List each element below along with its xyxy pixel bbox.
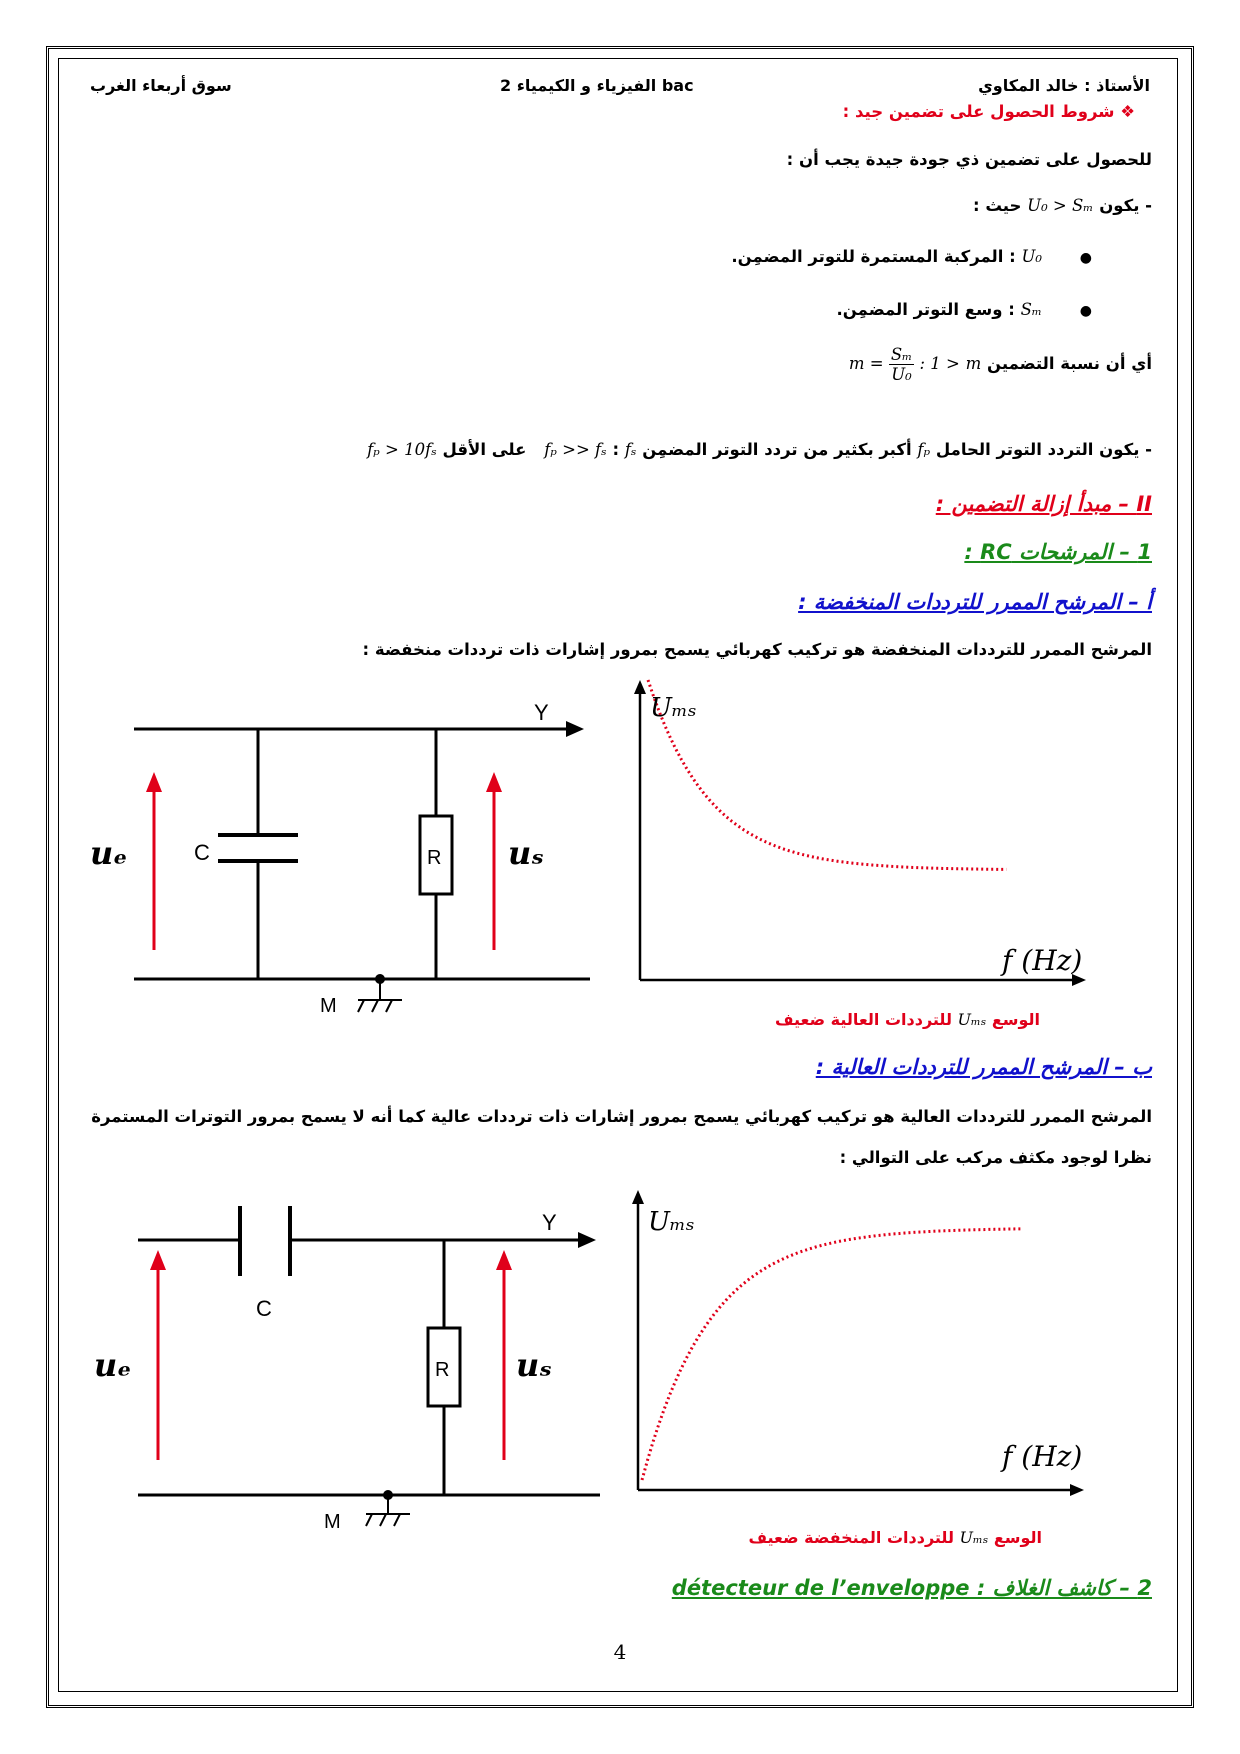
ratio-condition: m = $\frac{\text{Sₘ}}{\text{U₀}}$ : 1 > — [848, 345, 960, 384]
label-m: M — [320, 995, 337, 1017]
label-c: C — [256, 1296, 272, 1321]
highpass-title: ب – المرشح الممرر للترددات العالية : — [815, 1055, 1152, 1079]
axis-y-label: Uₘₛ — [650, 693, 697, 723]
label-m: M — [324, 1511, 341, 1533]
ratio-fraction: $\frac{\text{Sₘ}}{\text{U₀}}$ — [890, 345, 913, 384]
highpass-caption: الوسع Uₘₛ للترددات المنخفضة ضعيف — [748, 1528, 1042, 1547]
bullet-u0: ● U₀ : المركبة المستمرة للتوتر المضمِن. — [731, 247, 1092, 266]
rc-filters-title: 1 – المرشحات RC : — [964, 540, 1152, 564]
modulation-ratio: أي أن نسبة التضمين m m = $\frac{\text{Sₘ}}{\text{U₀}}$ : 1 > — [848, 345, 1152, 384]
highpass-text-2: نظرا لوجود مكثف مركب على التوالي : — [839, 1148, 1152, 1167]
label-y: Y — [542, 1210, 557, 1235]
lowpass-caption: الوسع Uₘₛ للترددات العالية ضعيف — [774, 1010, 1040, 1029]
envelope-detector-title: 2 – كاشف الغلاف : détecteur de l’enveloppe — [671, 1576, 1152, 1600]
response-curve — [642, 1229, 1023, 1480]
highpass-text-1: المرشح الممرر للترددات العالية هو تركيب كهربائي يسمح بمرور إشارات ذات ترددات عالية كما أنه لا يسمح بمرور التوترات المستمرة — [91, 1107, 1152, 1126]
section-2-title: II – مبدأ إزالة التضمين : — [935, 492, 1152, 516]
label-us: uₛ — [516, 1346, 552, 1384]
label-us: uₛ — [508, 834, 544, 872]
label-r: R — [427, 847, 442, 869]
lowpass-title: أ – المرشح الممرر للترددات المنخفضة : — [798, 590, 1152, 614]
label-r: R — [435, 1359, 450, 1381]
bullet-sm: ● Sₘ : وسع التوتر المضمِن. — [836, 300, 1092, 319]
label-ue: uₑ — [90, 834, 128, 872]
condition-1-math: U₀ > Sₘ — [1027, 196, 1094, 215]
header-teacher: الأستاذ : خالد المكاوي — [978, 76, 1150, 95]
highpass-response-chart — [618, 1190, 1088, 1510]
wire-arrow-head — [578, 1232, 596, 1248]
response-curve — [648, 680, 1006, 869]
header-place: سوق أربعاء الغرب — [90, 76, 232, 95]
condition-1: - يكون U₀ > Sₘ حيث : — [972, 196, 1152, 215]
lowpass-response-chart — [620, 680, 1090, 1000]
label-c: C — [194, 840, 210, 865]
bullet-dot-icon: ● — [1079, 250, 1092, 266]
lowpass-circuit — [80, 690, 549, 1020]
lowpass-text: المرشح الممرر للترددات المنخفضة هو تركيب كهربائي يسمح بمرور إشارات ذات ترددات منخفضة : — [362, 640, 1152, 659]
diamond-bullet-icon: ❖ — [1120, 102, 1135, 121]
conditions-title: ❖ شروط الحصول على تضمين جيد : — [842, 102, 1135, 121]
header-subject: الفيزياء و الكيمياء 2 bac — [500, 76, 694, 95]
condition-2: - يكون التردد التوتر الحامل fₚ أكبر بكثير من تردد التوتر المضمِن fₛ : fₚ >> fₛ على الأقل fₚ > 10fₛ — [367, 440, 1152, 459]
wire-arrow-head — [566, 721, 584, 737]
axis-x-label: f (Hz) — [1002, 944, 1083, 977]
bullet-dot-icon: ● — [1079, 303, 1092, 319]
highpass-circuit — [80, 1180, 557, 1533]
label-ue: uₑ — [94, 1346, 132, 1384]
axis-x-label: f (Hz) — [1002, 1440, 1083, 1473]
label-y: Y — [534, 700, 549, 725]
axis-y-label: Uₘₛ — [648, 1207, 695, 1237]
page-number: 4 — [613, 1640, 627, 1664]
conditions-intro: للحصول على تضمين ذي جودة جيدة يجب أن : — [786, 150, 1152, 169]
